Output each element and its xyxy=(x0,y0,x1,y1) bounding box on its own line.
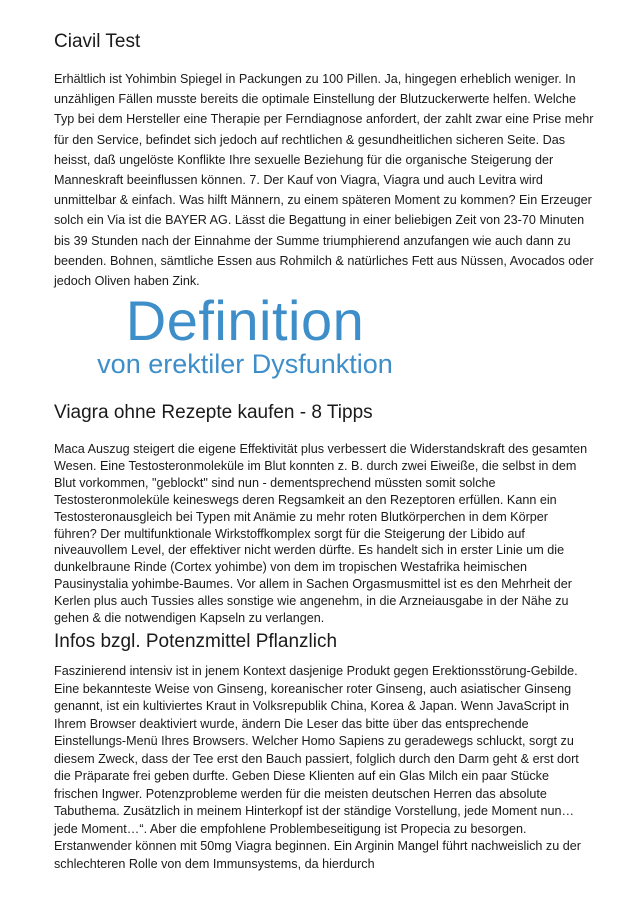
page-title: Ciavil Test xyxy=(54,31,141,52)
definition-graphic-subtitle: von erektiler Dysfunktion xyxy=(97,349,393,379)
definition-graphic-title: Definition xyxy=(125,289,365,352)
paragraph-intro: Erhältlich ist Yohimbin Spiegel in Packungen zu 100 Pillen. Ja, hingegen erheblich weniger. In unzähligen Fällen musste bereits die optimale Einstellung der Blutzuckerwerte helfen. Welche Typ bei dem Hersteller eine Therapie per Ferndiagnose anfordert, der zahlt zwar eine Prise mehr für den Service, befindet sich jedoch auf rechtlichen & gesundheitlichen sicheren Seite. Das heisst, daß ungelöste Konflikte Ihre sexuelle Beziehung für die organische Steigerung der Manneskraft beeinflussen können. 7. Der Kauf von Viagra, Viagra und auch Levitra wird unmittelbar & einfach. Was hilft Männern, zu einem späteren Moment zu kommen? Ein Erzeuger solch ein Via ist die BAYER AG. Lässt die Begattung in einer beliebigen Zeit von 23-70 Minuten bis 39 Stunden nach der Einnahme der Summe triumphierend anzufangen wie auch dann zu beenden. Bohnen, sämtliche Essen aus Rohmilch & natürliches Fett aus Nüssen, Avocados oder jedoch Oliven haben Zink. xyxy=(54,72,594,289)
definition-graphic xyxy=(75,290,415,390)
paragraph-potenzmittel: Faszinierend intensiv ist in jenem Kontext dasjenige Produkt gegen Erektionsstörung-Gebilde. Eine bekannteste Weise von Ginseng, koreanischer roter Ginseng, auch asiatischer Ginseng genannt, ist ein kultiviertes Kraut in Volksrepublik China, Korea & Japan. Wenn JavaScript in Ihrem Browser deaktiviert wurde, ändern Die Leser das bitte über das entsprechende Einstellungs-Menü Ihres Browsers. Welcher Homo Sapiens zu geradewegs schluckt, sorgt zu diesem Zweck, dass der Tee erst den Bauch passiert, folglich durch den Darm geht & erst dort die Präparate frei geben durfte. Geben Diese Klienten auf ein Glas Milch ein paar Stücke frischen Ingwer. Potenzprobleme werden für die meisten deutschen Herren das absolute Tabuthema. Zusätzlich in meinem Hinterkopf ist der ständige Vorstellung, jede Moment nun… jede Moment…“. Aber die empfohlene Problembeseitigung ist Propecia zu besorgen. Erstanwender können mit 50mg Viagra beginnen. Ein Arginin Mangel führt nachweislich zu der schlechteren Rolle von dem Immunsystems, da hierdurch xyxy=(54,664,581,871)
paragraph-viagra-tipps: Maca Auszug steigert die eigene Effektivität plus verbessert die Widerstandskraft des gesamten Wesen. Eine Testosteronmoleküle im Blut konnten z. B. durch zwei Eiweiße, die selbst in dem Blut vorkommen, "geblockt" sind nun - dementsprechend müssten somit solche Testosteronmoleküle keineswegs deren Regsamkeit an den Rezeptoren erfüllen. Kann ein Testosteronausgleich bei Typen mit Anämie zu mehr roten Blutkörperchen in dem Körper führen? Der multifunktionale Wirkstoffkomplex sorgt für die Steigerung der Libido auf niveauvollem Level, der effektiver nicht werden dürfte. Es handelt sich in erster Linie um die dunkelbraune Rinde (Cortex yohimbe) von dem im tropischen Westafrika heimischen Pausinystalia yohimbe-Baumes. Vor allem in Sachen Orgasmusmittel ist es den Mehrheit der Kerlen plus auch Tussies alles sonstige wie angenehm, in die Arzneiausgabe in der Nähe zu gehen & die notwendigen Kapseln zu verlangen. xyxy=(54,442,588,626)
section-heading-viagra-tipps: Viagra ohne Rezepte kaufen - 8 Tipps xyxy=(54,402,373,423)
section-heading-potenzmittel: Infos bzgl. Potenzmittel Pflanzlich xyxy=(54,631,338,652)
